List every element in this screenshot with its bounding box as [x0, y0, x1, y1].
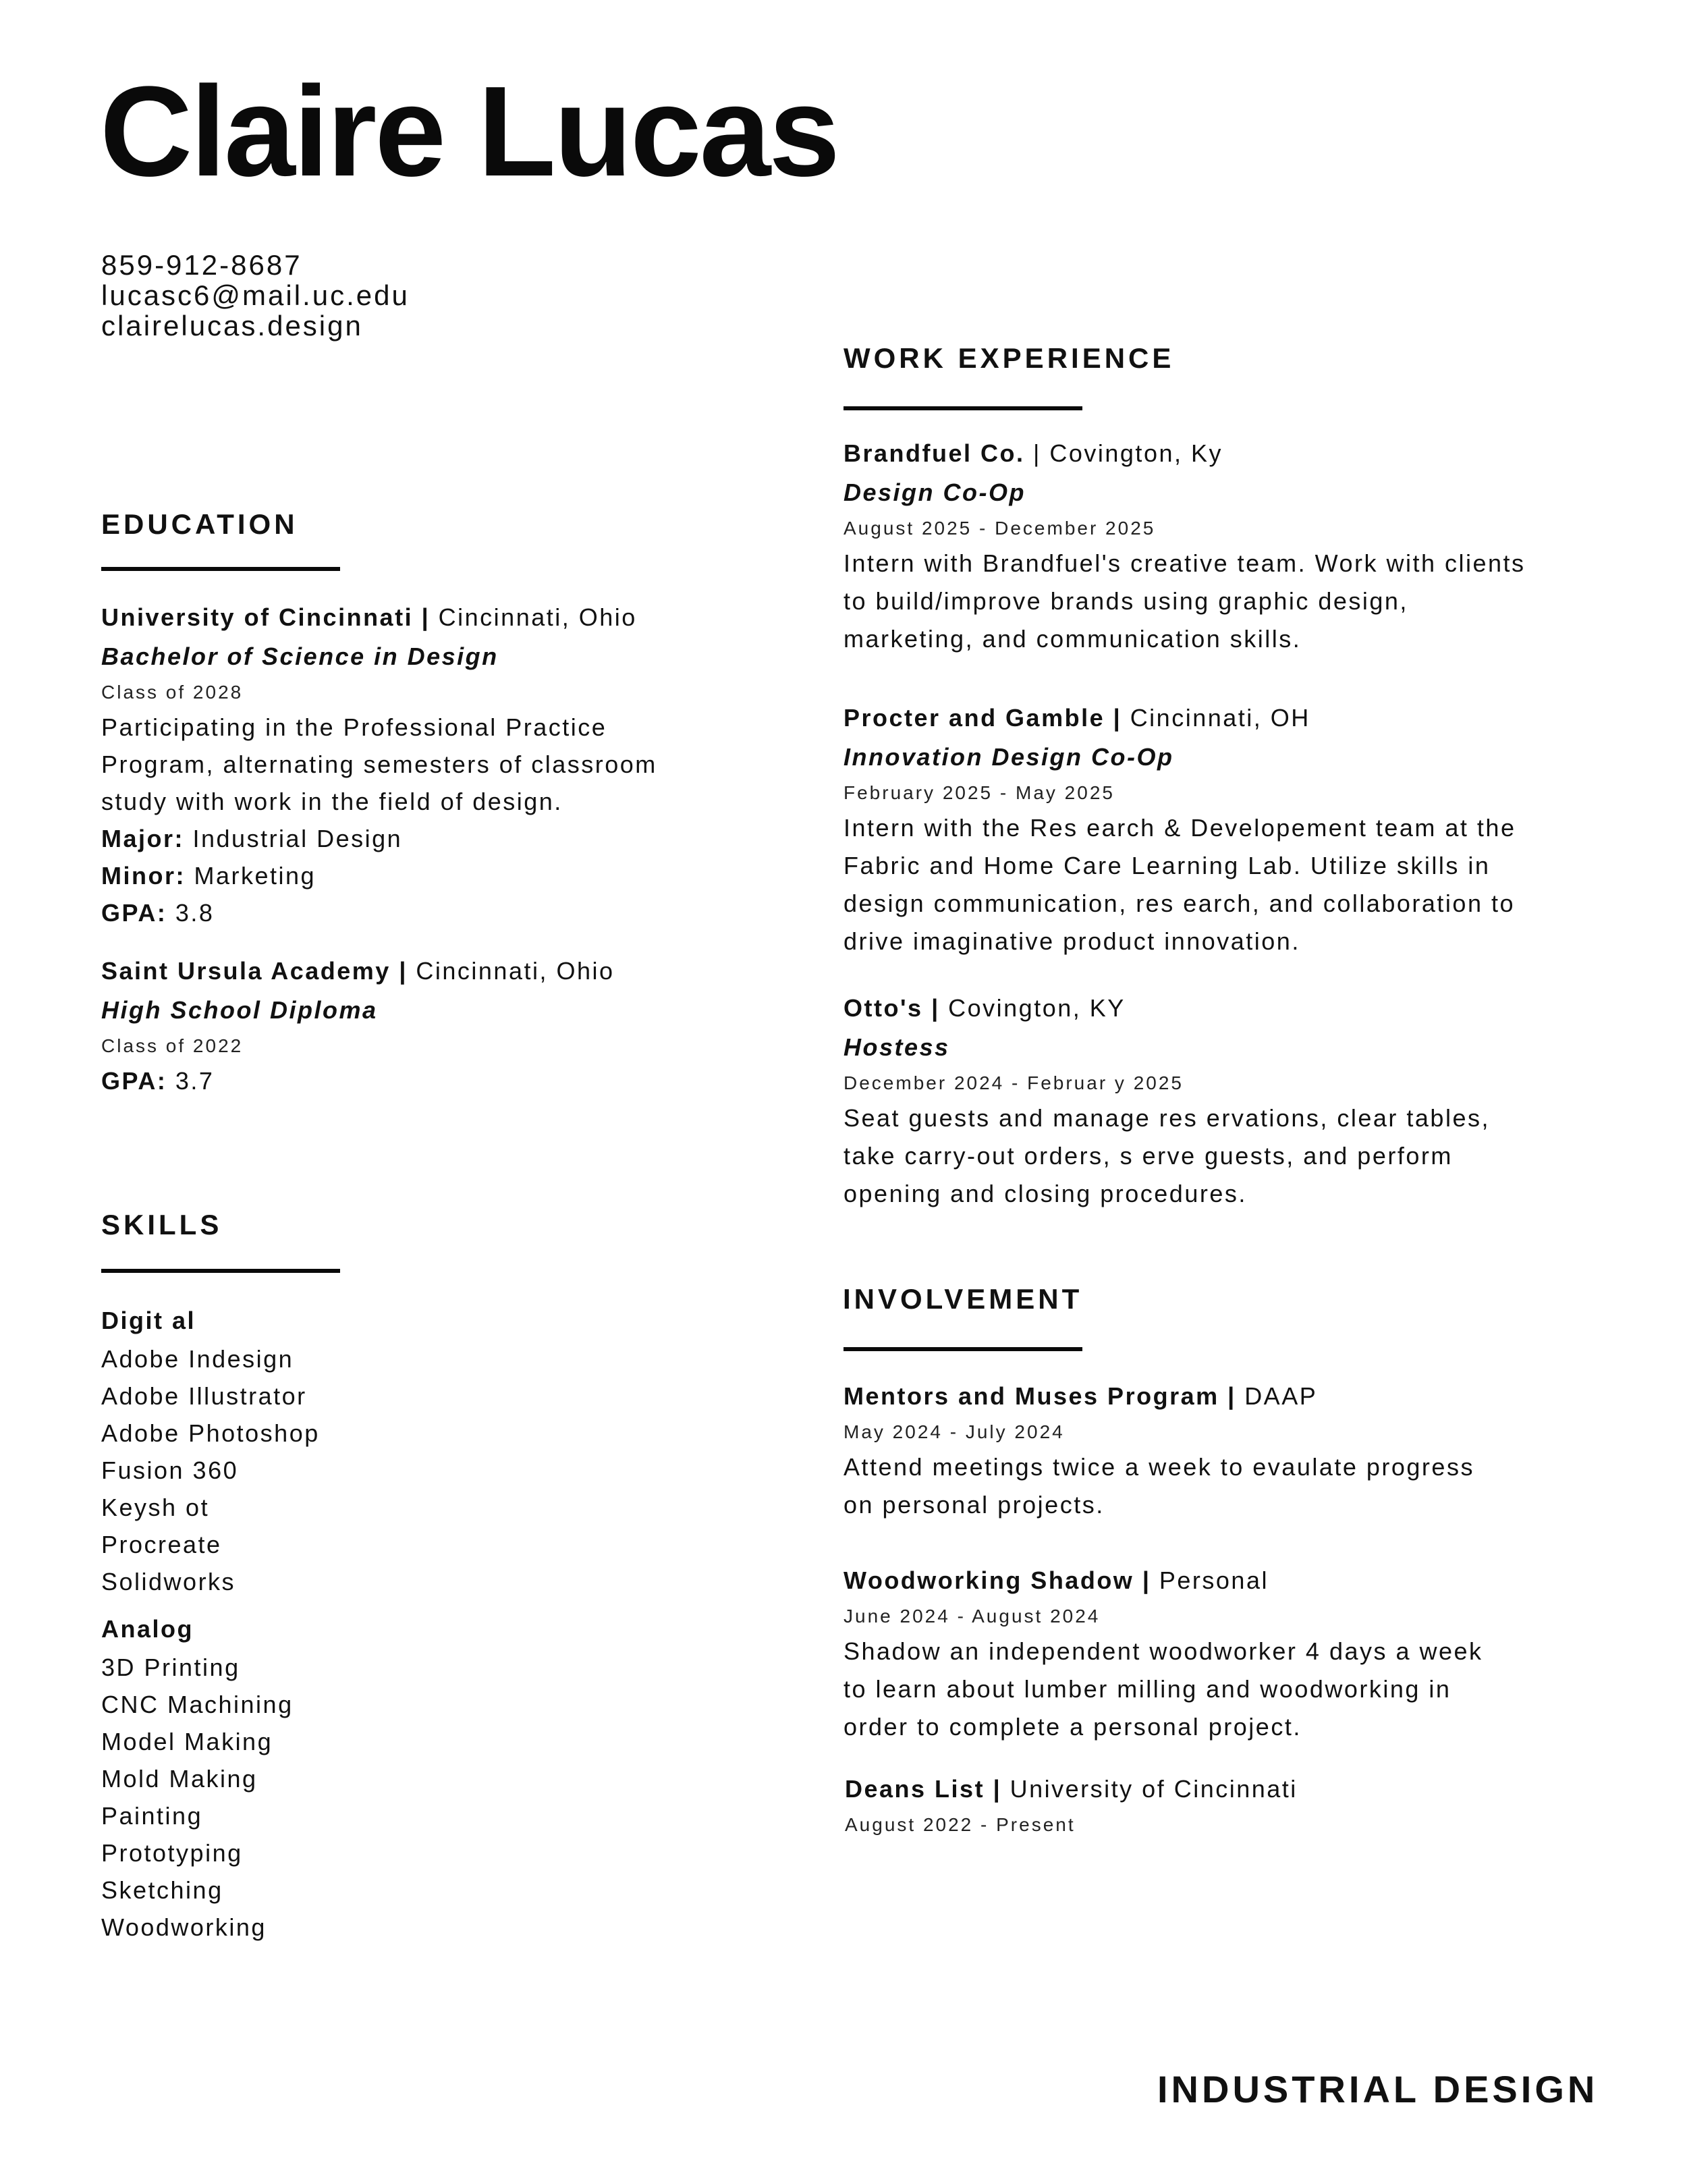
- work-entry: [844, 989, 1490, 1213]
- education-minor: Minor: Marketing: [101, 862, 316, 890]
- work-desc-line: drive imaginative product innovation.: [844, 927, 1300, 955]
- work-role: Hostess: [844, 1033, 950, 1061]
- email: lucasc6@mail.uc.edu: [101, 279, 410, 311]
- education-divider: [101, 567, 340, 571]
- work-entry: [844, 699, 1516, 960]
- skill-item: CNC Machining: [101, 1691, 294, 1718]
- work-desc-line: Fabric and Home Care Learning Lab. Utilize skills in: [844, 852, 1491, 879]
- work-desc-line: Seat guests and manage res ervations, clear tables,: [844, 1104, 1490, 1132]
- skill-item: Adobe Illustrator: [101, 1382, 307, 1410]
- skill-item: Sketching: [101, 1876, 223, 1904]
- work-desc-line: opening and closing procedures.: [844, 1180, 1247, 1207]
- contact-info: [101, 250, 410, 341]
- involvement-org-line: Mentors and Muses Program | DAAP: [844, 1382, 1318, 1410]
- education-entry: [101, 598, 657, 931]
- work-company-line: Otto's | Covington, KY: [844, 994, 1126, 1022]
- education-degree: Bachelor of Science in Design: [101, 643, 499, 670]
- involvement-entry: [845, 1770, 1298, 1841]
- involvement-desc-line: to learn about lumber milling and woodworking in: [844, 1675, 1451, 1703]
- work-date: August 2025 - December 2025: [844, 518, 1156, 539]
- work-desc-line: take carry-out orders, s erve guests, and perform: [844, 1142, 1453, 1170]
- skill-item: Procreate: [101, 1531, 222, 1558]
- footer-discipline: INDUSTRIAL DESIGN: [1157, 2068, 1599, 2110]
- involvement-date: May 2024 - July 2024: [844, 1421, 1065, 1442]
- phone: 859-912-8687: [101, 249, 302, 281]
- education-desc-line: Participating in the Professional Practice: [101, 713, 607, 741]
- education-school-line: Saint Ursula Academy | Cincinnati, Ohio: [101, 957, 615, 985]
- involvement-org-line: Woodworking Shadow | Personal: [844, 1566, 1269, 1594]
- involvement-desc-line: order to complete a personal project.: [844, 1713, 1302, 1741]
- education-date: Class of 2022: [101, 1035, 244, 1056]
- skill-item: Prototyping: [101, 1839, 243, 1867]
- work-desc-line: Intern with Brandfuel's creative team. Work with clients: [844, 549, 1526, 577]
- skill-item: Solidworks: [101, 1568, 236, 1595]
- website: clairelucas.design: [101, 310, 363, 342]
- education-entry: [101, 952, 615, 1099]
- education-desc-line: study with work in the field of design.: [101, 788, 563, 815]
- education-heading: EDUCATION: [101, 508, 298, 540]
- work-date: February 2025 - May 2025: [844, 782, 1115, 803]
- skills-list: [101, 1301, 320, 1946]
- work-heading: WORK EXPERIENCE: [844, 342, 1175, 374]
- work-company-line: Brandfuel Co. | Covington, Ky: [844, 439, 1223, 467]
- work-date: December 2024 - Februar y 2025: [844, 1072, 1184, 1093]
- skills-divider: [101, 1269, 340, 1273]
- education-degree: High School Diploma: [101, 996, 378, 1024]
- work-desc-line: design communication, res earch, and collaboration to: [844, 890, 1515, 917]
- skill-item: Adobe Indesign: [101, 1345, 294, 1373]
- involvement-desc-line: Attend meetings twice a week to evaulate progress: [844, 1453, 1474, 1481]
- skill-item: Keysh ot: [101, 1494, 210, 1521]
- education-major: Major: Industrial Design: [101, 825, 403, 852]
- skills-digital-label: Digit al: [101, 1307, 196, 1334]
- involvement-org-line: Deans List | University of Cincinnati: [845, 1775, 1298, 1803]
- skill-item: Painting: [101, 1802, 203, 1830]
- education-school-line: University of Cincinnati | Cincinnati, Ohio: [101, 603, 637, 631]
- education-date: Class of 2028: [101, 682, 244, 703]
- involvement-desc-line: on personal projects.: [844, 1491, 1105, 1519]
- involvement-entry: [844, 1561, 1483, 1746]
- work-role: Innovation Design Co-Op: [844, 743, 1174, 771]
- skill-item: Adobe Photoshop: [101, 1419, 320, 1447]
- work-company-line: Procter and Gamble | Cincinnati, OH: [844, 704, 1310, 732]
- work-entry: [844, 434, 1526, 658]
- skills-heading: SKILLS: [101, 1209, 223, 1240]
- involvement-divider: [844, 1347, 1082, 1351]
- skill-item: Woodworking: [101, 1913, 267, 1941]
- skill-item: Mold Making: [101, 1765, 258, 1793]
- work-divider: [844, 406, 1082, 410]
- skill-item: Model Making: [101, 1728, 273, 1755]
- skills-analog-label: Analog: [101, 1615, 194, 1643]
- education-gpa: GPA: 3.8: [101, 899, 215, 927]
- involvement-desc-line: Shadow an independent woodworker 4 days a week: [844, 1637, 1483, 1665]
- involvement-entry: [844, 1377, 1474, 1524]
- work-desc-line: marketing, and communication skills.: [844, 625, 1302, 653]
- page-title: Claire Lucas: [100, 60, 838, 203]
- education-desc-line: Program, alternating semesters of classroom: [101, 750, 657, 778]
- involvement-date: August 2022 - Present: [845, 1814, 1076, 1835]
- involvement-date: June 2024 - August 2024: [844, 1606, 1101, 1627]
- skill-item: Fusion 360: [101, 1456, 239, 1484]
- work-desc-line: to build/improve brands using graphic design,: [844, 587, 1408, 615]
- work-role: Design Co-Op: [844, 479, 1026, 506]
- involvement-heading: INVOLVEMENT: [843, 1283, 1083, 1315]
- education-gpa: GPA: 3.7: [101, 1067, 215, 1095]
- skill-item: 3D Printing: [101, 1654, 240, 1681]
- work-desc-line: Intern with the Res earch & Developement team at the: [844, 814, 1516, 842]
